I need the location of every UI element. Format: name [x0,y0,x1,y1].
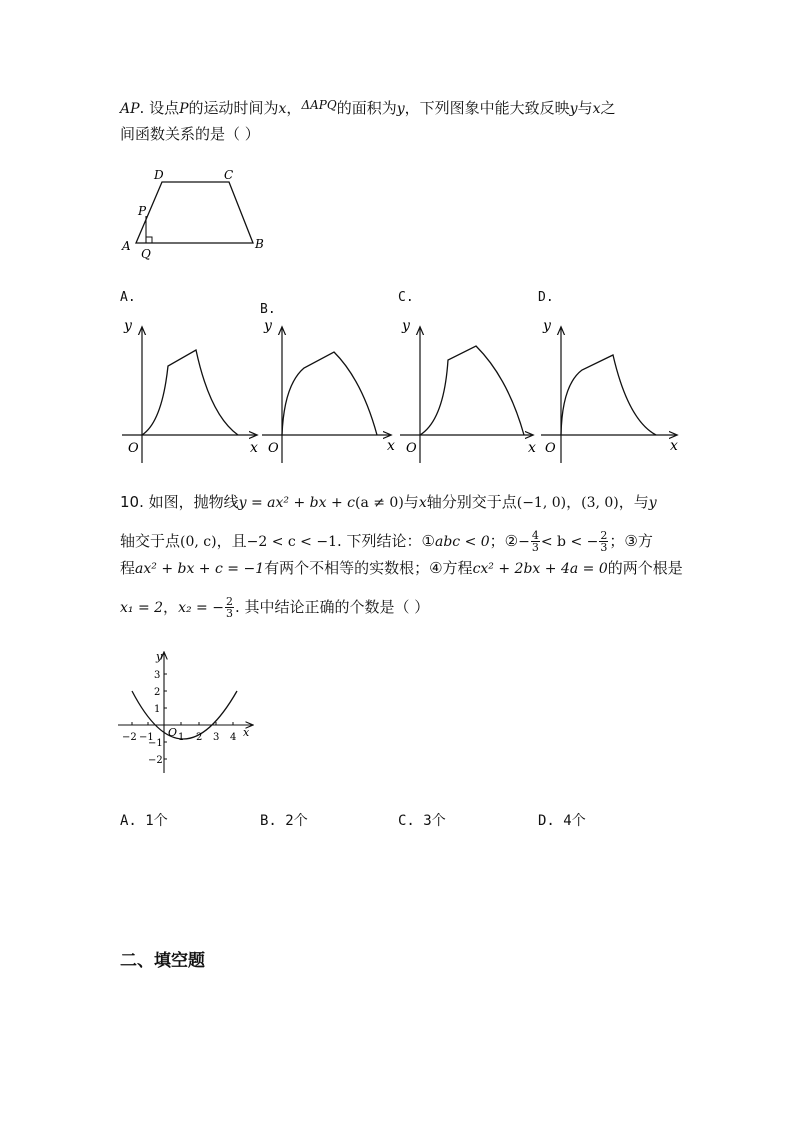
answer-a[interactable]: A. 1个 [120,813,168,829]
q10-math: abc < 0 [434,534,490,550]
fraction-2-3: $\frac{2}{3}$ [600,529,608,554]
y-label: y [543,318,551,334]
parabola-graph [112,648,262,778]
q10-text: ，与 [618,493,649,511]
q10-math: ax² + bx + c = −1 [135,561,265,577]
q10-text: ， [566,493,582,511]
q10-math: (0, c) [180,534,217,550]
origin-label: O [168,726,178,739]
q9-line-2: 间函数关系的是（ ） [120,125,260,143]
q10-math: y [648,495,657,511]
q10-math: < b < − [540,534,599,550]
option-b-label[interactable]: B. [260,302,276,317]
ytick-label: 1 [154,704,161,715]
fraction-4-3: $\frac{4}{3}$ [531,529,539,554]
q10-math: − [518,534,530,550]
q10-text: 轴分别交于点 [426,493,517,511]
q9-text: 的运动时间为 [188,99,279,117]
answer-c[interactable]: C. 3个 [398,813,446,829]
q10-math: (a ≠ 0) [354,495,404,511]
label-a: A [122,239,131,253]
x-label: x [670,438,678,454]
answer-d[interactable]: D. 4个 [538,813,586,829]
q10-math: y = ax² + bx + c [238,495,355,511]
q10-line-2 [120,530,653,553]
graph-a[interactable] [122,318,258,463]
q10-line-3 [120,558,683,579]
ytick-label: 3 [154,670,161,681]
q10-math: x₁ = 2 [120,600,164,616]
y-label: y [264,318,272,334]
q9-text: y [396,101,405,117]
curve-a [142,350,238,435]
q10-math: x₂ = − [178,600,224,616]
curve-c [420,346,524,435]
q10-math: x [418,495,427,511]
xtick-label: 4 [230,732,237,743]
q9-text: 与 [577,99,593,117]
q10-text: ， [163,598,179,616]
x-label: x [250,440,258,456]
label-q: Q [141,247,151,261]
q10-line-1 [120,492,657,513]
option-c-label[interactable]: C. [398,290,414,305]
label-d: D [154,168,164,182]
xtick-label: 3 [213,732,220,743]
label-p: P [138,204,147,218]
y-label: y [402,318,410,334]
q9-text: . 设点 [139,99,180,117]
q9-text: P [179,101,189,117]
q10-text: . 下列结论：① [337,532,435,550]
label-b: B [255,237,264,251]
x-label: x [243,726,250,739]
q10-math: (−1, 0) [516,495,567,511]
q10-text: ，且 [216,532,247,550]
q10-text: 与 [403,493,419,511]
q9-text: x [592,101,601,117]
q10-text: 的两个根是 [607,559,683,577]
q9-text: ， [286,99,302,117]
section-title: 二、填空题 [120,951,205,971]
q10-text: . 其中结论正确的个数是（ ） [234,598,430,616]
q10-math: (3, 0) [581,495,619,511]
origin-label: O [128,441,139,456]
curve-d [561,355,656,435]
q9-text: 的面积为 [336,99,397,117]
ytick-label: 2 [154,687,161,698]
q10-line-4 [120,596,429,619]
q10-text: 10. 如图，抛物线 [120,493,239,511]
answer-b[interactable]: B. 2个 [260,813,308,829]
q10-text: 轴交于点 [120,532,181,550]
ytick-label: −1 [148,738,163,749]
q10-text: ；③方 [609,532,653,550]
q9-text: y [569,101,578,117]
y-label: y [156,650,163,663]
graph-c[interactable] [400,318,536,463]
label-c: C [224,168,234,182]
origin-label: O [268,441,279,456]
xtick-label: 1 [178,732,185,743]
xtick-label: −1 [139,732,154,743]
graph-d[interactable] [541,318,678,463]
x-label: x [387,438,395,454]
fraction-2-3: $\frac{2}{3}$ [225,595,233,620]
origin-label: O [406,441,417,456]
y-label: y [124,318,132,334]
option-a-label[interactable]: A. [120,290,136,305]
q10-text: ；② [489,532,519,550]
xtick-label: 2 [196,732,203,743]
curve-b [282,352,377,435]
q9-text: ，下列图象中能大致反映 [404,99,570,117]
x-label: x [528,440,536,456]
q10-math: cx² + 2bx + 4a = 0 [472,561,608,577]
origin-label: O [545,441,556,456]
q9-text: AP [120,101,140,117]
q9-text: 之 [600,99,616,117]
q9-text: x [278,101,287,117]
q9-text: ΔAPQ [301,98,337,112]
q10-text: 程 [120,559,136,577]
graph-b[interactable] [262,318,395,463]
ytick-label: −2 [148,755,163,766]
q10-text: 有两个不相等的实数根；④方程 [264,559,473,577]
option-d-label[interactable]: D. [538,290,554,305]
q10-math: −2 < c < −1 [246,534,337,550]
xtick-label: −2 [122,732,137,743]
